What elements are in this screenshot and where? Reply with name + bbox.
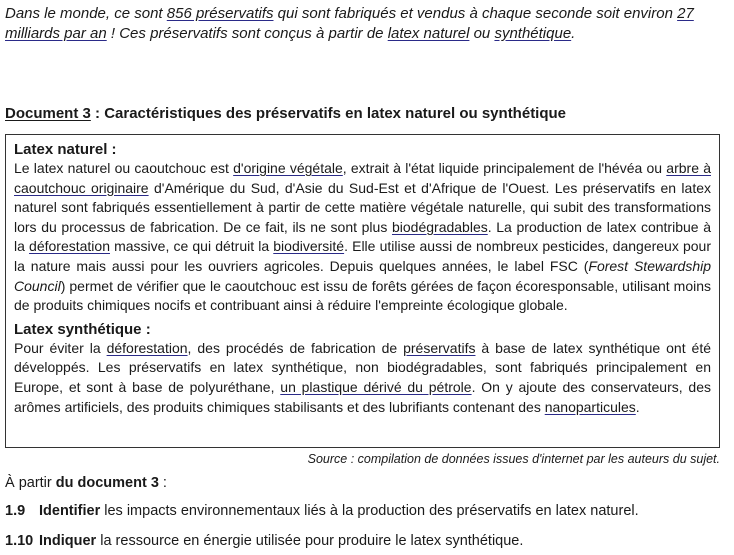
document-heading xyxy=(5,105,566,122)
natural-latex-heading: Latex naturel : xyxy=(14,141,117,158)
from-document-ref: du document 3 xyxy=(55,475,159,491)
question-number: 1.9 xyxy=(5,503,26,519)
underlined-text: arbre à caoutchouc originaire xyxy=(14,160,711,196)
body-text: d'Amérique du Sud, d'Asie du Sud-Est et d'Afrique de l'Ouest. Les préservatifs en latex naturel sont fabriqués essentiellement à partir de cette matière végétale naturelle, qui subit des transformations lors du processus de fabrication. De ce fait, ils ne sont plus xyxy=(14,179,711,235)
question-text: la ressource en énergie utilisée pour produire le latex synthétique. xyxy=(96,533,524,549)
body-text: , des procédés de fabrication de xyxy=(187,339,404,356)
body-text: massive, ce qui détruit la xyxy=(109,238,274,255)
synthetic-latex-heading: Latex synthétique : xyxy=(14,320,151,338)
synthetic-latex-paragraph xyxy=(14,339,711,417)
underlined-text: d'origine végétale xyxy=(233,160,343,176)
body-text: Le latex naturel ou caoutchouc est xyxy=(14,160,234,176)
body-text: ) permet de vérifier que le caoutchouc est issu de forêts gérées de façon écoresponsable, utilisant moins de produits chimiques nocifs et contribuant ainsi à réduire l'empreinte écologique globale. xyxy=(14,277,711,314)
body-text: . Elle utilise aussi de nombreux pesticides, dangereux pour la nature mais aussi pour les ouvriers agricoles. Depuis quelques années, le label FSC ( xyxy=(14,238,711,274)
from-prefix: À partir xyxy=(5,475,56,491)
intro-text: qui sont fabriqués et vendus à chaque seconde soit environ xyxy=(273,5,678,22)
fsc-name: Forest Stewardship Council xyxy=(14,257,712,294)
intro-text: ! Ces préservatifs sont conçus à partir de xyxy=(106,25,388,42)
intro-text: . xyxy=(571,25,576,42)
body-text: . xyxy=(635,398,640,415)
underlined-text: un plastique dérivé du pétrole xyxy=(280,378,472,395)
question-verb: Identifier xyxy=(39,503,101,519)
intro-highlight: synthétique xyxy=(494,25,572,42)
question-number: 1.10 xyxy=(5,533,34,549)
natural-latex-paragraph xyxy=(14,159,711,316)
question-text: les impacts environnementaux liés à la production des préservatifs en latex naturel. xyxy=(100,503,639,519)
body-text: à base de latex synthétique ont été développés. Les préservatifs en latex synthétique, non biodégradables, sont fabriqués principalement en Europe, et sont à base de polyuréthane, xyxy=(14,339,712,395)
document-title: : Caractéristiques des préservatifs en latex naturel ou synthétique xyxy=(90,105,567,122)
body-text: . La production de latex contribue à la xyxy=(14,218,711,255)
question-1-9 xyxy=(5,503,639,519)
body-text: Pour éviter la xyxy=(14,339,107,356)
document-number: Document 3 xyxy=(5,105,91,122)
body-text: . On y ajoute des conservateurs, des arômes artificiels, des produits chimiques stabilisants et des lubrifiants contenant des xyxy=(14,378,712,415)
underlined-text: biodiversité xyxy=(273,238,345,255)
question-verb: Indiquer xyxy=(39,533,97,549)
intro-text: Dans le monde, ce sont xyxy=(5,5,167,22)
from-document-line xyxy=(5,475,167,491)
document-box xyxy=(5,134,720,448)
intro-highlight: 856 préservatifs xyxy=(166,5,274,22)
intro-paragraph xyxy=(5,4,730,44)
body-text: , extrait à l'état liquide principalement de l'hévéa ou xyxy=(342,160,667,176)
from-suffix: : xyxy=(158,475,167,491)
question-1-10 xyxy=(5,533,523,549)
underlined-text: biodégradables xyxy=(391,218,488,235)
underlined-text: nanoparticules xyxy=(544,398,636,415)
underlined-text: déforestation xyxy=(106,339,188,356)
underlined-text: déforestation xyxy=(29,238,110,255)
intro-text: ou xyxy=(469,25,495,42)
intro-highlight: 27 milliards par an xyxy=(5,5,694,42)
source-note: Source : compilation de données issues d'internet par les auteurs du sujet. xyxy=(307,452,720,466)
underlined-text: préservatifs xyxy=(403,339,476,356)
intro-highlight: latex naturel xyxy=(387,25,470,42)
